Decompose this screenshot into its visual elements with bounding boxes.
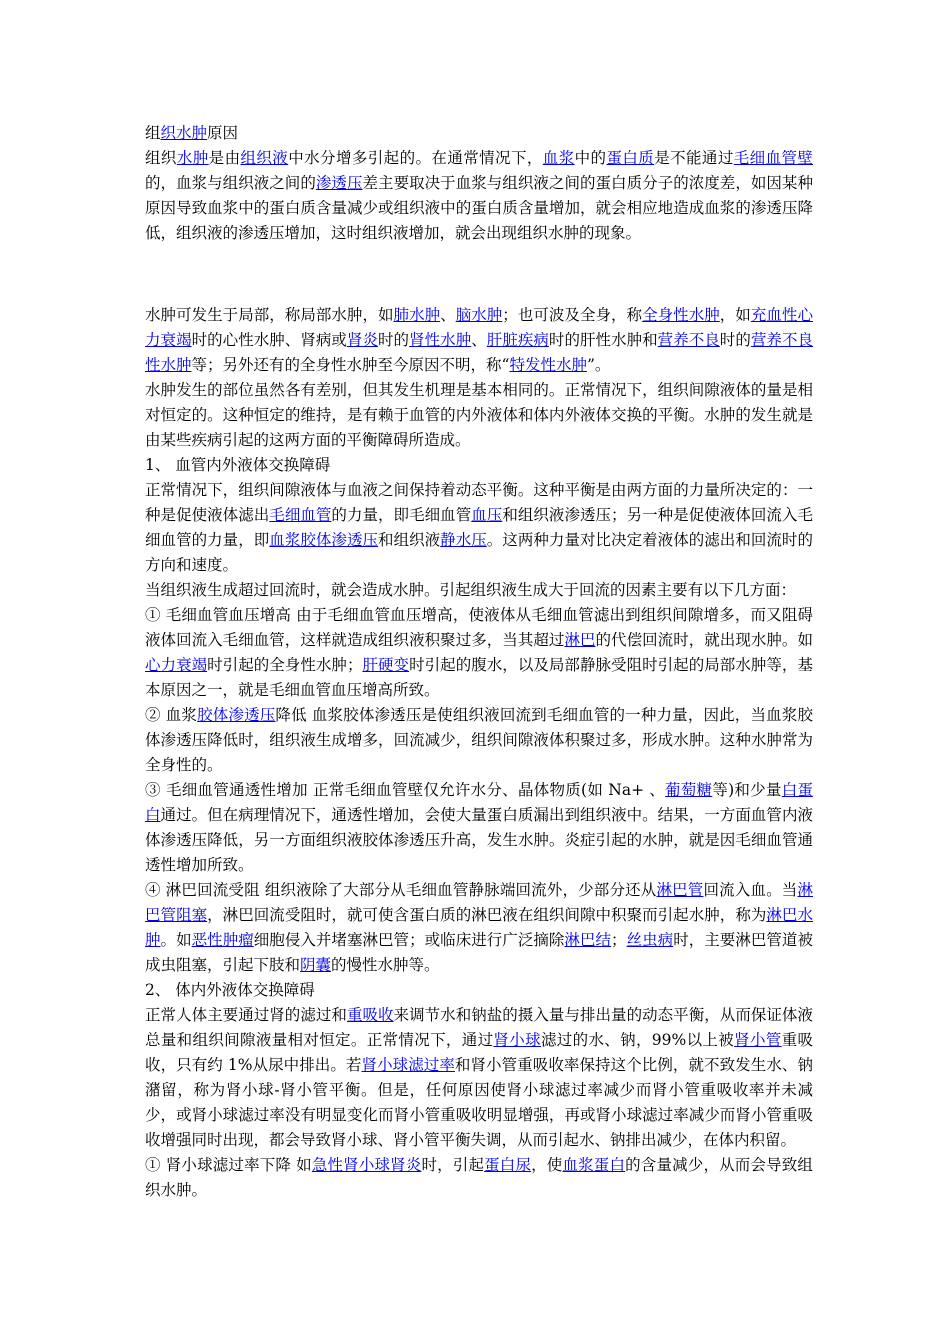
term-link[interactable]: 全身性水肿: [642, 306, 720, 324]
text-run: 正常人体主要通过肾的滤过和: [145, 1006, 347, 1024]
text-run: 回流入血。当: [703, 881, 798, 899]
text-run: 正常情况下，组织间隙液体与血液之间保持着动态平衡。这种平衡是由两方面的力量所决定的：一种是促使液体滤出: [145, 481, 813, 524]
term-link[interactable]: 丝虫病: [626, 931, 674, 949]
text-run: 、: [471, 331, 487, 349]
text-run: 1、 血管内外液体交换障碍: [145, 456, 331, 474]
term-link[interactable]: 肾炎: [346, 331, 379, 349]
text-run: 和组织液渗透压；另一种是促使液体回流入毛细血管的力量，即: [145, 506, 813, 549]
term-link[interactable]: 渗透压: [315, 174, 363, 192]
paragraph-6: [145, 478, 813, 578]
text-run: ④ 淋巴回流受阻 组织液除了大部分从毛细血管静脉端回流外，少部分还从: [145, 881, 657, 899]
term-link[interactable]: 淋巴: [564, 631, 596, 649]
paragraph-0: [145, 121, 813, 146]
text-run: 的含量减少，从而会导致组织水肿。: [145, 1156, 813, 1199]
text-run: 和肾小管重吸收率保持这个比例，就不致发生水、钠潴留，称为肾小球-肾小管平衡。但是，任何原因使肾小球滤过率减少而肾小管重吸收率并未减少，或肾小球滤过率没有明显变化而肾小管重吸收明显增强，再或肾小球滤过率减少而肾小管重吸收增强同时出现，都会导致肾小球、肾小管平衡失调，从而引起水、钠排出减少，在体内积留。: [145, 1056, 813, 1149]
text-run: 通过。但在病理情况下，通透性增加，会使大量蛋白质漏出到组织液中。结果，一方面血管内液体渗透压降低，另一方面组织液胶体渗透压升高，发生水肿。炎症引起的水肿，就是因毛细血管通透性增加所致。: [145, 806, 813, 874]
term-link[interactable]: 急性肾小球肾炎: [311, 1156, 422, 1174]
paragraph-4: [145, 378, 813, 453]
term-link[interactable]: 恶性肿瘤: [191, 931, 254, 949]
paragraph-3: [145, 303, 813, 378]
text-run: 中水分增多引起的。在通常情况下，: [288, 149, 543, 167]
text-run: 差主要取决于血浆与组织液之间的蛋白质分子的浓度差，如因某种原因导致血浆中的蛋白质含量减少或组织液中的蛋白质含量增加，就会相应地造成血浆的渗透压降低，组织液的渗透压增加，这时组织液增加，就会出现组织水肿的现象。: [145, 174, 813, 242]
term-link[interactable]: 淋巴水肿: [145, 906, 813, 949]
text-run: 和组织液: [378, 531, 441, 549]
paragraph-12: [145, 978, 813, 1003]
text-run: 。如: [160, 931, 192, 949]
term-link[interactable]: 特发性水肿: [509, 356, 587, 374]
paragraph-5: [145, 453, 813, 478]
term-link[interactable]: 淋巴管阻塞: [145, 881, 813, 924]
paragraph-10: [145, 778, 813, 878]
term-link[interactable]: 静水压: [440, 531, 487, 549]
text-run: 等；另外还有的全身性水肿至今原因不明，称“: [191, 356, 510, 374]
paragraph-9: [145, 703, 813, 778]
text-run: 水肿可发生于局部，称局部水肿，如: [145, 306, 394, 324]
term-link[interactable]: 肝硬变: [362, 656, 410, 674]
term-link[interactable]: 充血性心力衰竭: [145, 306, 813, 349]
text-run: ③ 毛细血管通透性增加 正常毛细血管壁仅允许水分、晶体物质(如 Na+ 、: [145, 781, 666, 799]
term-link[interactable]: 肝脏疾病: [486, 331, 549, 349]
term-link[interactable]: 脑水肿: [455, 306, 503, 324]
term-link[interactable]: 血压: [471, 506, 503, 524]
text-run: 的力量，即毛细血管: [331, 506, 472, 524]
text-run: ，如: [719, 306, 751, 324]
text-run: ”。: [586, 356, 611, 374]
term-link[interactable]: 重吸收: [346, 1006, 394, 1024]
text-run: 。这两种力量对比决定着液体的滤出和回流时的方向和速度。: [145, 531, 813, 574]
term-link[interactable]: 淋巴管: [656, 881, 704, 899]
text-run: ，淋巴回流受阻时，就可使含蛋白质的淋巴液在组织间隙中积聚而引起水肿，称为: [207, 906, 767, 924]
text-run: 水肿发生的部位虽然各有差别，但其发生机理是基本相同的。正常情况下，组织间隙液体的量是相对恒定的。这种恒定的维持，是有赖于血管的内外液体和体内外液体交换的平衡。水肿的发生就是由某些疾病引起的这两方面的平衡障碍所造成。: [145, 381, 813, 449]
term-link[interactable]: 营养不良性水肿: [145, 331, 813, 374]
text-run: 时的: [378, 331, 410, 349]
text-run: 重吸收，只有约 1%从尿中排出。若: [145, 1031, 813, 1074]
text-run: 是不能通过: [654, 149, 734, 167]
text-run: 来调节水和钠盐的摄入量与排出量的动态平衡，从而保证体液总量和组织间隙液量相对恒定。正常情况下，通过: [145, 1006, 813, 1049]
blank-line: [145, 262, 813, 287]
term-link[interactable]: 白蛋白: [145, 781, 813, 824]
term-link[interactable]: 阴囊: [300, 956, 332, 974]
term-link[interactable]: 营养不良: [657, 331, 720, 349]
text-run: 时，引起: [421, 1156, 485, 1174]
text-run: 等)和少量: [712, 781, 782, 799]
term-link[interactable]: 心力衰竭: [145, 656, 208, 674]
text-run: ；也可波及全身，称: [502, 306, 643, 324]
term-link[interactable]: 血浆胶体渗透压: [269, 531, 379, 549]
text-run: 的，血浆与组织液之间的: [145, 174, 316, 192]
text-run: 时引起的腹水，以及局部静脉受阻时引起的局部水肿等，基本原因之一，就是毛细血管血压增高所致。: [145, 656, 813, 699]
text-run: 是由: [208, 149, 241, 167]
paragraph-7: [145, 578, 813, 603]
term-link[interactable]: 毛细血管壁: [733, 149, 813, 167]
term-link[interactable]: 肾小管: [734, 1031, 782, 1049]
paragraph-8: [145, 603, 813, 703]
term-link[interactable]: 毛细血管: [269, 506, 332, 524]
term-link[interactable]: 肾性水肿: [409, 331, 472, 349]
text-run: 的慢性水肿等。: [331, 956, 440, 974]
text-run: 降低 血浆胶体渗透压是使组织液回流到毛细血管的一种力量，因此，当血浆胶体渗透压降低时，组织液生成增多，回流减少，组织间隙液体积聚过多，形成水肿。这种水肿常为全身性的。: [145, 706, 813, 774]
text-run: 组织: [145, 149, 177, 167]
text-run: 2、 体内外液体交换障碍: [145, 981, 315, 999]
term-link[interactable]: 淋巴结: [564, 931, 612, 949]
text-run: 中的: [574, 149, 607, 167]
term-link[interactable]: 肾小球: [493, 1031, 541, 1049]
paragraph-1: [145, 146, 813, 246]
term-link[interactable]: 血浆: [542, 149, 575, 167]
paragraph-13: [145, 1003, 813, 1153]
term-link[interactable]: 血浆蛋白: [562, 1156, 626, 1174]
term-link[interactable]: 蛋白尿: [484, 1156, 532, 1174]
text-run: 时引起的全身性水肿；: [207, 656, 363, 674]
text-run: 细胞侵入并堵塞淋巴管；或临床进行广泛摘除: [253, 931, 565, 949]
text-run: 的代偿回流时，就出现水肿。如: [595, 631, 813, 649]
term-link[interactable]: 葡萄糖: [665, 781, 713, 799]
text-run: 时的心性水肿、肾病或: [191, 331, 347, 349]
paragraph-11: [145, 878, 813, 978]
text-run: 原因: [207, 124, 239, 142]
term-link[interactable]: 织水肿: [160, 124, 208, 142]
text-run: ，使: [531, 1156, 563, 1174]
term-link[interactable]: 肾小球滤过率: [361, 1056, 455, 1074]
text-run: ；: [611, 931, 627, 949]
text-run: 滤过的水、钠，99%以上被: [540, 1031, 735, 1049]
term-link[interactable]: 组织液: [240, 149, 289, 167]
term-link[interactable]: 水肿: [176, 149, 209, 167]
paragraph-14: [145, 1153, 813, 1203]
text-run: ② 血浆: [145, 706, 198, 724]
text-run: 、: [440, 306, 456, 324]
text-run: ① 毛细血管血压增高 由于毛细血管血压增高，使液体从毛细血管滤出到组织间隙增多，而又阻碍液体回流入毛细血管，这样就造成组织液积聚过多，当其超过: [145, 606, 813, 649]
text-run: 时，主要淋巴管道被成虫阻塞，引起下肢和: [145, 931, 813, 974]
term-link[interactable]: 肺水肿: [393, 306, 441, 324]
term-link[interactable]: 胶体渗透压: [197, 706, 276, 724]
text-run: 组: [145, 124, 161, 142]
text-run: 时的肝性水肿和: [548, 331, 658, 349]
term-link[interactable]: 蛋白质: [606, 149, 655, 167]
text-run: ① 肾小球滤过率下降 如: [145, 1156, 312, 1174]
document-body: [145, 121, 813, 1203]
text-run: 时的: [719, 331, 751, 349]
text-run: 当组织液生成超过回流时，就会造成水肿。引起组织液生成大于回流的因素主要有以下几方面：: [145, 581, 797, 599]
